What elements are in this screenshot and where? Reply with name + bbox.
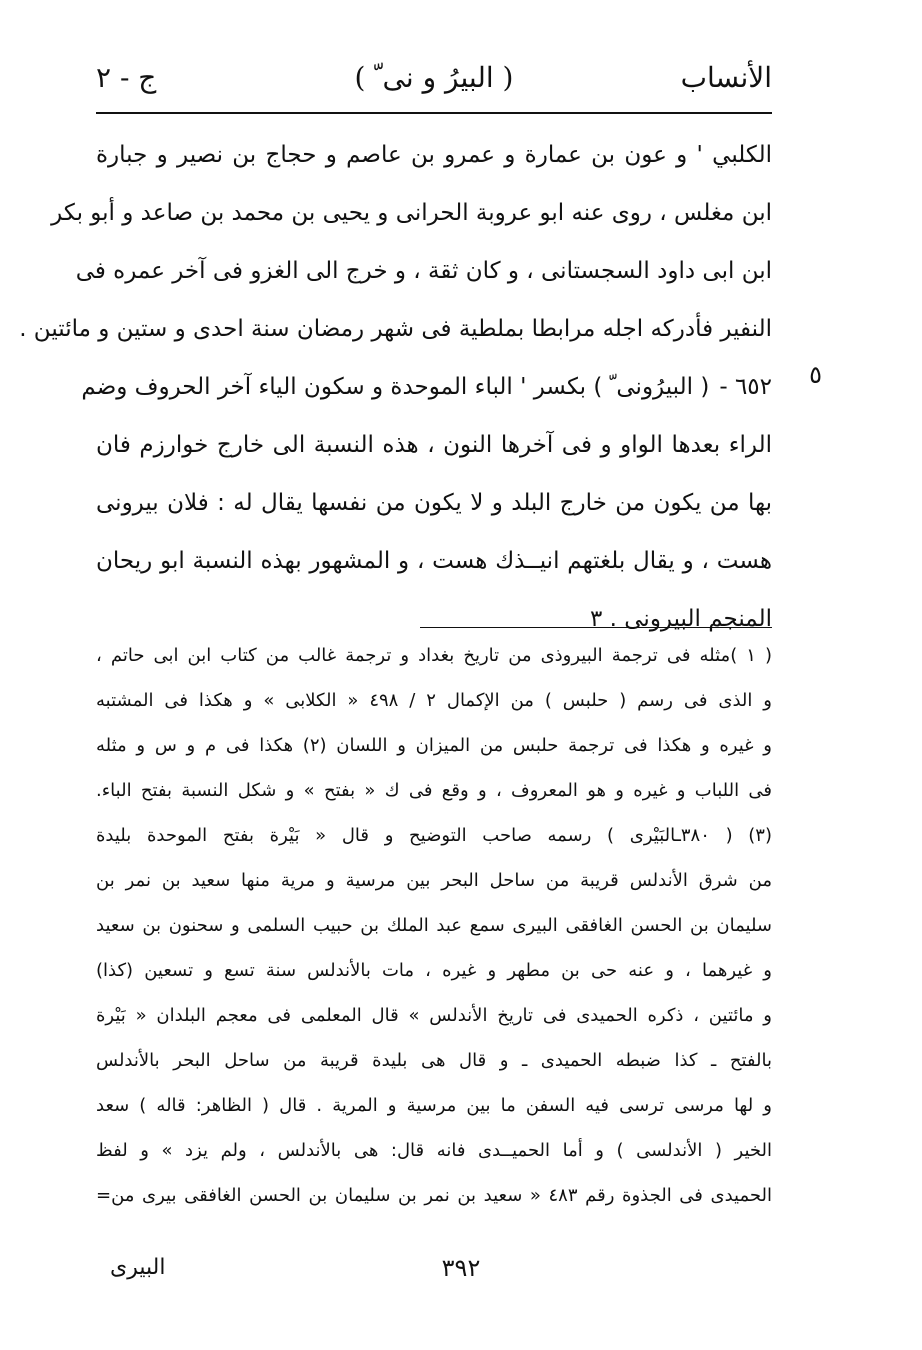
- footnote-line: الخير ( الأندلسى ) و أما الحميــدى فانه قال: هى بالأندلس ، ولم يزد » و لفظ: [96, 1140, 772, 1161]
- footnote-line: فى اللباب و غيره و هو المعروف ، و وقع فى ك « بفتح » و شكل النسبة بفتح الباء.: [96, 780, 772, 801]
- main-line: ابن مغلس ، روى عنه ابو عروبة الحرانى و يحيى بن محمد بن صاعد و أبو بكر: [51, 200, 772, 226]
- footnote-line: و مائتين ، ذكره الحميدى فى تاريخ الأندلس » قال المعلمى فى معجم البلدان « بَيْرة: [96, 1005, 772, 1026]
- footnotes: [96, 633, 772, 1218]
- footnote-line: و غيرهما ، و عنه حى بن مطهر و غيره ، مات بالأندلس سنة تسع و تسعين (كذا): [96, 960, 772, 981]
- page-number: ٣٩٢: [441, 1254, 481, 1282]
- entry-line: المنجم البيرونى . ٣: [589, 606, 772, 632]
- main-line: النفير فأدركه اجله مرابطا بملطية فى شهر رمضان سنة احدى و ستين و مائتين .: [19, 316, 772, 342]
- footnote-line: و غيره و هكذا فى ترجمة حلبس من الميزان و اللسان (٢) هكذا فى م و س و مثله: [96, 735, 772, 756]
- main-line: ابن ابى داود السجستانى ، و كان ثقة ، و خرج الى الغزو فى آخر عمره فى: [75, 258, 772, 284]
- entry-line: الراء بعدها الواو و فى آخرها النون ، هذه النسبة الى خارج خوارزم فان: [96, 432, 772, 458]
- footnote-line: و لها مرسى ترسى فيه السفن ما بين مرسية و المرية . قال ( الظاهر: قاله ) سعد: [96, 1095, 772, 1116]
- footnote-line: من شرق الأندلس قريبة من ساحل البحر بين مرسية و مرية منها سعيد بن نمر بن: [96, 870, 772, 891]
- header-volume: ج - ٢: [96, 61, 157, 94]
- footnote-line: بالفتح ـ كذا ضبطه الحميدى ـ و قال هى بليدة قريبة من ساحل البحر بالأندلس: [96, 1050, 772, 1071]
- entry-line: هست ، و يقال بلغتهم انيــذك هست ، و المشهور بهذه النسبة ابو ريحان: [96, 548, 772, 574]
- footnote-line: سليمان بن الحسن الغافقى البيرى سمع عبد الملك بن حبيب السلمى و سحنون بن سعيد: [96, 915, 772, 936]
- footnote-line: ( ١ )مثله فى ترجمة البيروذى من تاريخ بغداد و ترجمة غالب من كتاب ابن ابى حاتم ،: [96, 645, 772, 666]
- catchword: البيرى: [110, 1255, 166, 1280]
- entry-line: بها من يكون من خارج البلد و لا يكون من نفسها يقال له : فلان بيرونى: [96, 490, 772, 516]
- header-book-title: الأنساب: [680, 61, 772, 94]
- footnote-line: الحميدى فى الجذوة رقم ٤٨٣ « سعيد بن نمر بن سليمان بن الحسن الغافقى بيرى من=: [96, 1185, 772, 1206]
- main-text: [19, 126, 772, 648]
- header-entry-title: ( البيرُ و نى ّ ): [354, 61, 514, 94]
- entry-heading-text: ( البيرُونى ّ ) بكسر ' الباء الموحدة و سكون الياء آخر الحروف وضم: [81, 374, 710, 400]
- footnote-line: (٣) ( ٣٨٠ـالبَيْرى ) رسمه صاحب التوضيح و قال « بَيْرة بفتح الموحدة بليدة: [96, 825, 772, 846]
- main-line: الكلبي ' و عون بن عمارة و عمرو بن عاصم و حجاج بن نصير و جبارة: [96, 142, 772, 168]
- header-rule: [96, 112, 772, 114]
- entry-number: ٦٥٢ -: [719, 374, 772, 400]
- entry-first-line: [81, 358, 772, 416]
- margin-line-number: ٥: [809, 361, 822, 389]
- footnote-rule: [420, 627, 772, 628]
- footnote-line: و الذى فى رسم ( حلبس ) من الإكمال ٢ / ٤٩٨ « الكلابى » و هكذا فى المشتبه: [96, 690, 772, 711]
- running-header: [96, 58, 772, 102]
